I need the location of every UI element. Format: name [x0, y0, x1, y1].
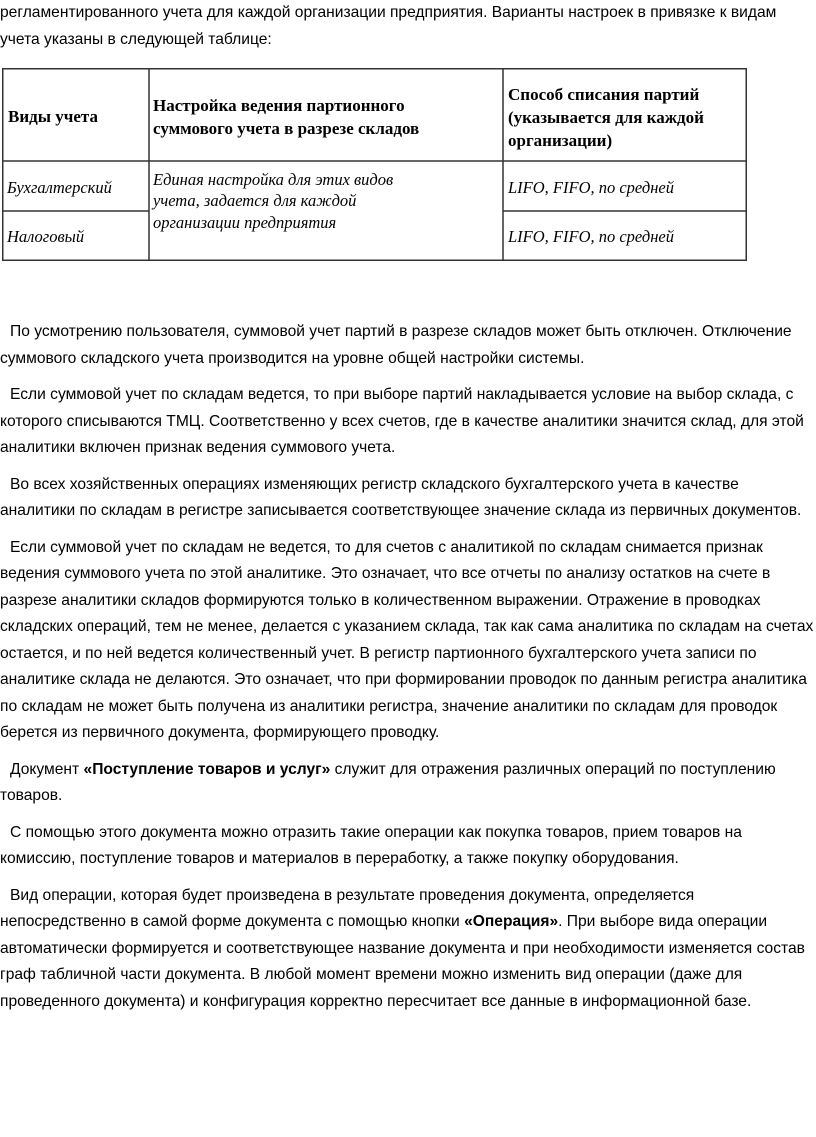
accounting-settings-table	[2, 68, 747, 261]
cell-account-type-accounting: Бухгалтерский	[7, 178, 112, 197]
header-cell-method-line-2: (указывается для каждой	[508, 108, 704, 127]
operation-button-name-bold: «Операция»	[464, 913, 559, 930]
paragraph-text: служит для отражения различных операций по поступлению товаров.	[0, 760, 776, 804]
header-cell-setting-line-2: суммового учета в разрезе складов	[153, 119, 420, 138]
paragraph-text: Документ	[10, 760, 84, 778]
cell-account-type-tax: Налоговый	[7, 227, 85, 246]
table-figure	[2, 68, 747, 261]
header-cell-account-types: Виды учета	[8, 107, 98, 126]
paragraph-text: . При выборе вида операции автоматически формируется и соответствующее название документа и при необходимости изменяется состав граф табличной части документа. В любой момент времени можно изменить вид операции (даже для проведенного документа) и конфигурация корректно пересчитает все данные в информационной базе.	[0, 913, 805, 1010]
paragraph: По усмотрению пользователя, суммовой учет партий в разрезе складов может быть отключен. Отключение суммового складского учета производится на уровне общей настройки системы.	[0, 323, 792, 367]
header-cell-method-line-3: организации)	[508, 131, 613, 150]
cell-method-accounting: LIFO, FIFO, по средней	[508, 178, 674, 197]
paragraph-text: Вид операции, которая будет произведена в результате проведения документа, определяется непосредственно в самой форме документа с помощью кнопки	[0, 886, 695, 930]
header-cell-method-line-1: Способ списания партий	[508, 85, 700, 104]
paragraph	[0, 757, 814, 810]
header-cell-setting-line-1: Настройка ведения партионного	[153, 96, 405, 115]
paragraph: Если суммовой учет по складам ведется, то при выборе партий накладывается условие на выбор склада, с которого списываются ТМЦ. Соответственно у всех счетов, где в качестве аналитики значится склад, для этой аналитики включен признак ведения суммового учета.	[0, 386, 804, 456]
body-text	[0, 319, 814, 1025]
intro-paragraph: регламентированного учета для каждой организации предприятия. Варианты настроек в привязке к видам учета указаны в следующей таблице:	[0, 4, 777, 48]
document-name-bold: «Поступление товаров и услуг»	[83, 760, 331, 778]
paragraph: Во всех хозяйственных операциях изменяющих регистр складского бухгалтерского учета в качестве аналитики по складам в регистре записывается соответствующее значение склада из первичных документов.	[0, 475, 802, 519]
paragraph: Если суммовой учет по складам не ведется, то для счетов с аналитикой по складам снимается признак ведения суммового учета по этой аналитике. Это означает, что все отчеты по анализу остатков на счете в разрезе аналитики складов формируются только в количественном выражении. Отражение в проводках складских операций, тем не менее, делается с указанием склада, так как сама аналитика по складам на счетах остается, и по ней ведется количественный учет. В регистр партионного бухгалтерского учета записи по аналитике склада не делаются. Это означает, что при формировании проводок по данным регистра аналитика по складам не может быть получена из аналитики регистра, значение аналитики по складам для проводок берется из первичного документа, формирующего проводку.	[0, 538, 814, 741]
cell-merged-setting-line-1: Единая настройка для этих видов	[153, 170, 394, 189]
cell-merged-setting-line-2: учета, задается для каждой	[153, 191, 357, 210]
paragraph	[0, 883, 814, 1016]
cell-merged-setting-line-3: организации предприятия	[153, 213, 337, 232]
paragraph: С помощью этого документа можно отразить такие операции как покупка товаров, прием товаров на комиссию, поступление товаров и материалов в переработку, а также покупку оборудования.	[0, 823, 742, 867]
cell-method-tax: LIFO, FIFO, по средней	[508, 227, 674, 246]
